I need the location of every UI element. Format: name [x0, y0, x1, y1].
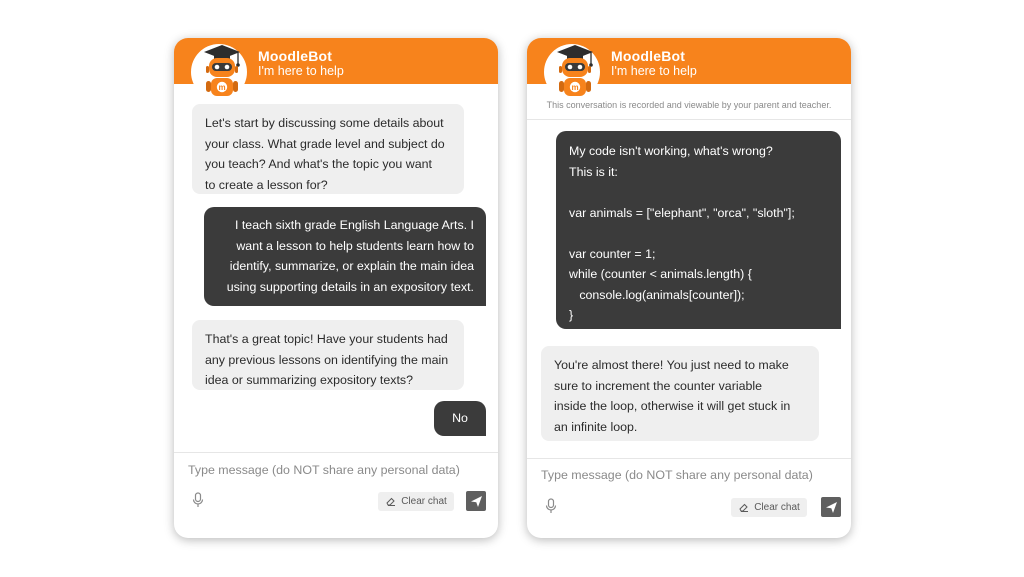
send-button[interactable]	[466, 491, 486, 511]
bot-name: MoodleBot	[611, 48, 686, 64]
user-message: No	[434, 401, 486, 436]
chat-panel-left	[174, 38, 498, 538]
bot-tagline: I'm here to help	[611, 64, 697, 78]
user-message: My code isn't working, what's wrong? This is it: var animals = ["elephant", "orca", "sloth"]; var counter = 1; while (counter < animals.length) { console.log(animals[counter]); }	[556, 131, 841, 329]
send-button[interactable]	[821, 497, 841, 517]
chat-panel-right	[527, 38, 851, 538]
robot-avatar-icon	[541, 42, 603, 100]
robot-avatar-icon	[188, 42, 250, 100]
microphone-icon[interactable]	[545, 498, 557, 514]
clear-chat-button[interactable]	[378, 492, 454, 511]
bot-message: That's a great topic! Have your students had any previous lessons on identifying the main idea or summarizing expository texts?	[192, 320, 464, 390]
message-input[interactable]	[541, 465, 837, 485]
send-icon	[825, 501, 838, 514]
avatar-letter: m	[218, 83, 226, 92]
clear-chat-label: Clear chat	[754, 502, 800, 513]
composer-divider	[527, 458, 851, 459]
clear-chat-button[interactable]	[731, 498, 807, 517]
bot-tagline: I'm here to help	[258, 64, 344, 78]
bot-name: MoodleBot	[258, 48, 333, 64]
recording-notice: This conversation is recorded and viewable by your parent and teacher.	[527, 98, 851, 120]
clear-chat-label: Clear chat	[401, 496, 447, 507]
user-message: I teach sixth grade English Language Arts. I want a lesson to help students learn how to identify, summarize, or explain the main idea using supporting details in an expository text.	[204, 207, 486, 306]
avatar-letter: m	[571, 83, 579, 92]
eraser-icon	[385, 496, 396, 507]
microphone-icon[interactable]	[192, 492, 204, 508]
eraser-icon	[738, 502, 749, 513]
bot-message: You're almost there! You just need to make sure to increment the counter variable inside the loop, otherwise it will get stuck in an infinite loop.	[541, 346, 819, 441]
message-input[interactable]	[188, 460, 484, 480]
composer-divider	[174, 452, 498, 453]
send-icon	[470, 495, 483, 508]
bot-message: Let's start by discussing some details about your class. What grade level and subject do you teach? And what's the topic you want to create a lesson for?	[192, 104, 464, 194]
